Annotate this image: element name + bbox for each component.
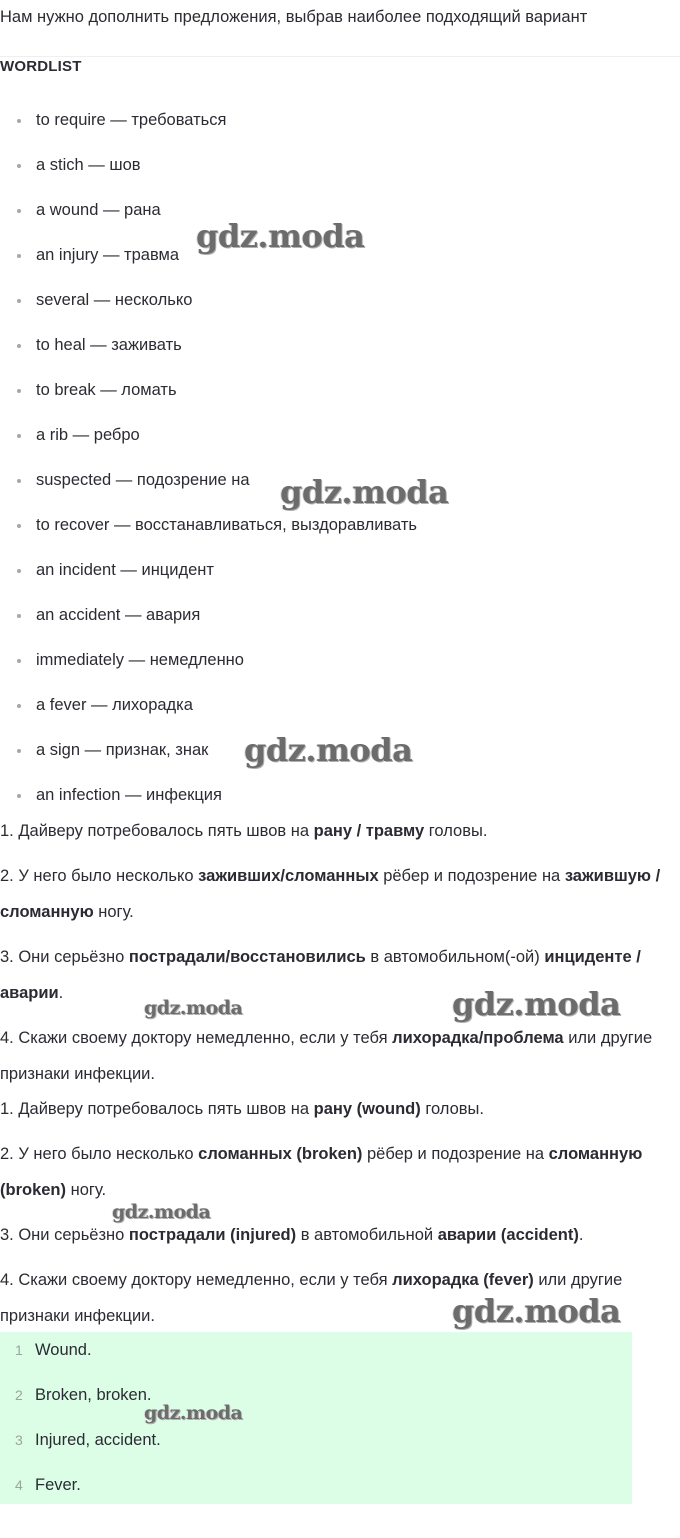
wordlist-item: several — несколько — [0, 278, 680, 323]
wordlist-item: an infection — инфекция — [0, 773, 680, 818]
wordlist-item: a stich — шов — [0, 143, 680, 188]
solution-sentence-2: 2. У него было несколько сломанных (broken) рёбер и подозрение на сломанную (broken) ногу. — [0, 1145, 643, 1199]
wordlist-item: an accident — авария — [0, 593, 680, 638]
task-sentence-1: 1. Дайверу потребовалось пять швов на рану / травму головы. — [0, 822, 488, 840]
bullet-icon — [17, 119, 21, 123]
bullet-icon — [17, 209, 21, 213]
answer-list — [0, 1332, 632, 1512]
divider — [0, 56, 680, 57]
watermark-logo: gdz.moda — [144, 1402, 243, 1424]
wordlist — [0, 98, 680, 818]
task-sentence-2: 2. У него было несколько заживших/сломанных рёбер и подозрение на зажившую / сломанную ногу. — [0, 867, 661, 921]
bullet-icon — [17, 389, 21, 393]
bullet-icon — [17, 659, 21, 663]
wordlist-item: to recover — восстанавливаться, выздоравливать — [0, 503, 680, 548]
wordlist-item: a wound — рана — [0, 188, 680, 233]
watermark-logo: gdz.moda — [452, 985, 621, 1023]
bullet-icon — [17, 524, 21, 528]
wordlist-item: to require — требоваться — [0, 98, 680, 143]
answer-item: 3 Injured, accident. — [0, 1422, 632, 1467]
answer-number: 4 — [15, 1477, 23, 1493]
answer-number: 2 — [15, 1387, 23, 1403]
wordlist-heading: WORDLIST — [0, 58, 82, 75]
answer-item: 4 Fever. — [0, 1467, 632, 1512]
answer-box — [0, 1332, 632, 1504]
solution-sentence-1: 1. Дайверу потребовалось пять швов на рану (wound) головы. — [0, 1100, 484, 1118]
answer-number: 3 — [15, 1432, 23, 1448]
answer-item: 1 Wound. — [0, 1332, 632, 1377]
wordlist-item: a rib — ребро — [0, 413, 680, 458]
bullet-icon — [17, 254, 21, 258]
task-sentence-4: 4. Скажи своему доктору немедленно, если у тебя лихорадка/проблема или другие признаки инфекции. — [0, 1029, 653, 1083]
wordlist-item: suspected — подозрение на — [0, 458, 680, 503]
wordlist-item: a fever — лихорадка — [0, 683, 680, 728]
wordlist-item: an incident — инцидент — [0, 548, 680, 593]
bullet-icon — [17, 164, 21, 168]
wordlist-item: an injury — травма — [0, 233, 680, 278]
task-sentence-3: 3. Они серьёзно пострадали/восстановились в автомобильном(-ой) инциденте / аварии. — [0, 948, 641, 1002]
bullet-icon — [17, 434, 21, 438]
wordlist-item: a sign — признак, знак — [0, 728, 680, 773]
answer-number: 1 — [15, 1342, 23, 1358]
answer-item: 2 Broken, broken. — [0, 1377, 632, 1422]
bullet-icon — [17, 614, 21, 618]
wordlist-item: to break — ломать — [0, 368, 680, 413]
watermark-logo: gdz.moda — [244, 731, 413, 769]
bullet-icon — [17, 299, 21, 303]
bullet-icon — [17, 704, 21, 708]
wordlist-item: immediately — немедленно — [0, 638, 680, 683]
watermark-logo: gdz.moda — [280, 473, 449, 511]
wordlist-item: to heal — заживать — [0, 323, 680, 368]
solution-sentence-3: 3. Они серьёзно пострадали (injured) в автомобильной аварии (accident). — [0, 1226, 584, 1244]
watermark-logo: gdz.moda — [452, 1292, 621, 1330]
bullet-icon — [17, 794, 21, 798]
bullet-icon — [17, 749, 21, 753]
watermark-logo: gdz.moda — [112, 1201, 211, 1223]
watermark-logo: gdz.moda — [196, 217, 365, 255]
watermark-logo: gdz.moda — [144, 997, 243, 1019]
intro-text: Нам нужно дополнить предложения, выбрав наиболее подходящий вариант — [0, 8, 588, 26]
bullet-icon — [17, 344, 21, 348]
bullet-icon — [17, 479, 21, 483]
solution-sentence-4: 4. Скажи своему доктору немедленно, если у тебя лихорадка (fever) или другие признаки инфекции. — [0, 1271, 623, 1325]
bullet-icon — [17, 569, 21, 573]
